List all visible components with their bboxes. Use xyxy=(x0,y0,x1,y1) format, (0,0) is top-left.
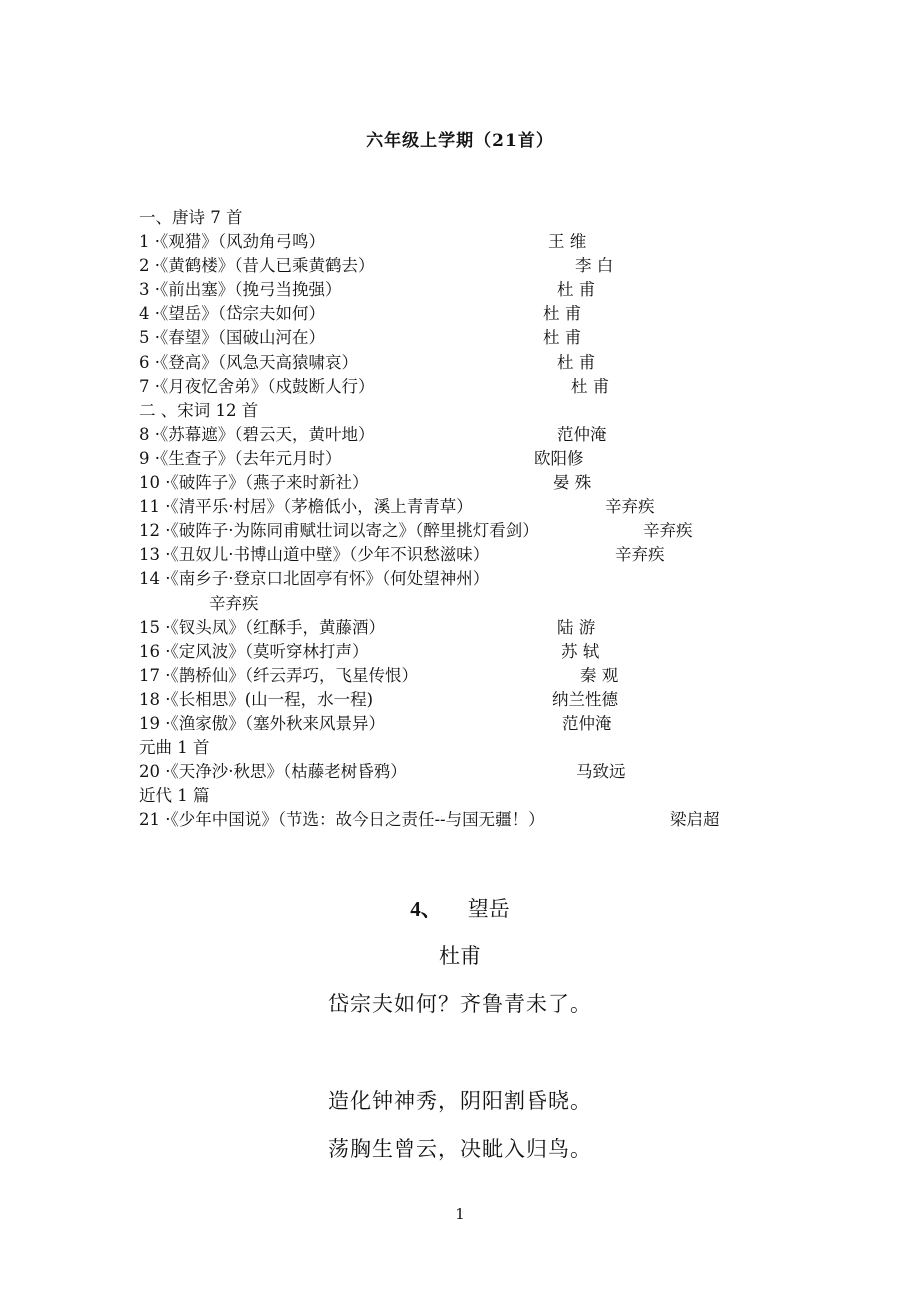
list-item-text: 19 ·《渔家傲》（塞外秋来风景异） xyxy=(139,713,385,733)
list-item-author: 纳兰性德 xyxy=(552,689,618,709)
list-item-text: 8 ·《苏幕遮》（碧云天，黄叶地） xyxy=(139,424,375,444)
list-item xyxy=(139,375,859,399)
poem-line: 荡胸生曾云，决眦入归鸟。 xyxy=(328,1137,592,1161)
list-item-text: 4 ·《望岳》（岱宗夫如何） xyxy=(139,304,325,324)
list-item xyxy=(139,688,859,712)
list-item-author: 晏 殊 xyxy=(553,473,592,493)
list-item-text: 15 ·《钗头凤》（红酥手，黄藤酒） xyxy=(139,617,385,637)
list-item-text: 1 ·《观猎》（风劲角弓鸣） xyxy=(139,232,325,252)
list-item xyxy=(139,254,859,278)
list-item-author: 欧阳修 xyxy=(534,448,584,468)
list-item xyxy=(139,495,859,519)
list-item xyxy=(139,712,859,736)
list-item xyxy=(139,206,859,230)
list-item-author: 杜 甫 xyxy=(557,280,596,300)
list-item xyxy=(139,664,859,688)
list-item-text: 14 ·《南乡子·登京口北固亭有怀》（何处望神州） xyxy=(139,569,490,589)
poem-list xyxy=(139,206,859,832)
list-item-text: 18 ·《长相思》(山一程，水一程) xyxy=(139,689,374,709)
list-item-text: 二 、宋词 12 首 xyxy=(139,400,259,420)
list-item-author: 辛弃疾 xyxy=(605,497,655,517)
list-item xyxy=(139,616,859,640)
list-item-author: 辛弃疾 xyxy=(643,521,693,541)
list-item xyxy=(139,302,859,326)
list-item xyxy=(139,784,859,808)
list-item xyxy=(139,230,859,254)
list-item-text: 12 ·《破阵子·为陈同甫赋壮词以寄之》（醉里挑灯看剑） xyxy=(139,521,539,541)
list-item xyxy=(139,471,859,495)
list-item-author: 马致远 xyxy=(576,762,626,782)
list-item xyxy=(139,760,859,784)
list-item xyxy=(139,399,859,423)
list-item-author: 陆 游 xyxy=(557,617,596,637)
list-item-author: 杜 甫 xyxy=(571,376,610,396)
list-item-text: 近代 1 篇 xyxy=(139,786,210,806)
page-title: 六年级上学期（21首） xyxy=(366,131,554,151)
page-number: 1 xyxy=(455,1205,465,1223)
list-item-text: 11 ·《清平乐·村居》（茅檐低小，溪上青青草） xyxy=(139,497,473,517)
list-item xyxy=(139,519,859,543)
list-item-author: 杜 甫 xyxy=(543,328,582,348)
poem-title: 望岳 xyxy=(467,897,510,921)
list-item-text: 7 ·《月夜忆舍弟》（戍鼓断人行） xyxy=(139,376,375,396)
list-item-text: 5 ·《春望》（国破山河在） xyxy=(139,328,325,348)
list-item-author: 杜 甫 xyxy=(557,352,596,372)
list-item xyxy=(139,592,859,616)
list-item-text: 20 ·《天净沙·秋思》（枯藤老树昏鸦） xyxy=(139,762,407,782)
list-item-text: 6 ·《登高》（风急天高猿啸哀） xyxy=(139,352,358,372)
list-item xyxy=(139,278,859,302)
list-item xyxy=(139,567,859,591)
list-item-text: 2 ·《黄鹤楼》（昔人已乘黄鹤去） xyxy=(139,256,375,276)
poem-line: 造化钟神秀，阴阳割昏晓。 xyxy=(328,1089,592,1113)
poem-heading xyxy=(0,893,920,923)
list-item-author: 王 维 xyxy=(548,232,587,252)
list-item-author: 辛弃疾 xyxy=(615,545,665,565)
poem-line: 岱宗夫如何？齐鲁青未了。 xyxy=(328,992,592,1016)
list-item-author: 杜 甫 xyxy=(543,304,582,324)
list-item-author: 苏 轼 xyxy=(561,641,600,661)
list-item xyxy=(139,640,859,664)
list-item-author: 范仲淹 xyxy=(557,424,607,444)
list-item-text: 21 ·《少年中国说》（节选：故今日之责任--与国无疆！） xyxy=(139,810,545,830)
list-item-text: 元曲 1 首 xyxy=(139,738,210,758)
list-item-text: 16 ·《定风波》（莫听穿林打声） xyxy=(139,641,369,661)
list-item xyxy=(139,447,859,471)
list-item-text: 9 ·《生查子》（去年元月时） xyxy=(139,448,342,468)
list-item-author: 秦 观 xyxy=(580,665,619,685)
list-item xyxy=(139,543,859,567)
list-item-text: 10 ·《破阵子》（燕子来时新社） xyxy=(139,473,369,493)
list-item xyxy=(139,808,859,832)
list-item-author: 梁启超 xyxy=(670,810,720,830)
list-item-text: 17 ·《鹊桥仙》（纤云弄巧，飞星传恨） xyxy=(139,665,418,685)
list-item xyxy=(139,736,859,760)
list-item-author: 辛弃疾 xyxy=(209,593,259,613)
list-item-text: 13 ·《丑奴儿·书博山道中壁》（少年不识愁滋味） xyxy=(139,545,490,565)
list-item xyxy=(139,351,859,375)
list-item-author: 李 白 xyxy=(575,256,614,276)
list-item xyxy=(139,423,859,447)
list-item-text: 3 ·《前出塞》（挽弓当挽强） xyxy=(139,280,342,300)
list-item-author: 范仲淹 xyxy=(562,713,612,733)
list-item-text: 一、唐诗 7 首 xyxy=(139,208,243,227)
poem-author: 杜甫 xyxy=(439,944,481,968)
poem-number: 4、 xyxy=(410,897,442,921)
list-item xyxy=(139,326,859,350)
